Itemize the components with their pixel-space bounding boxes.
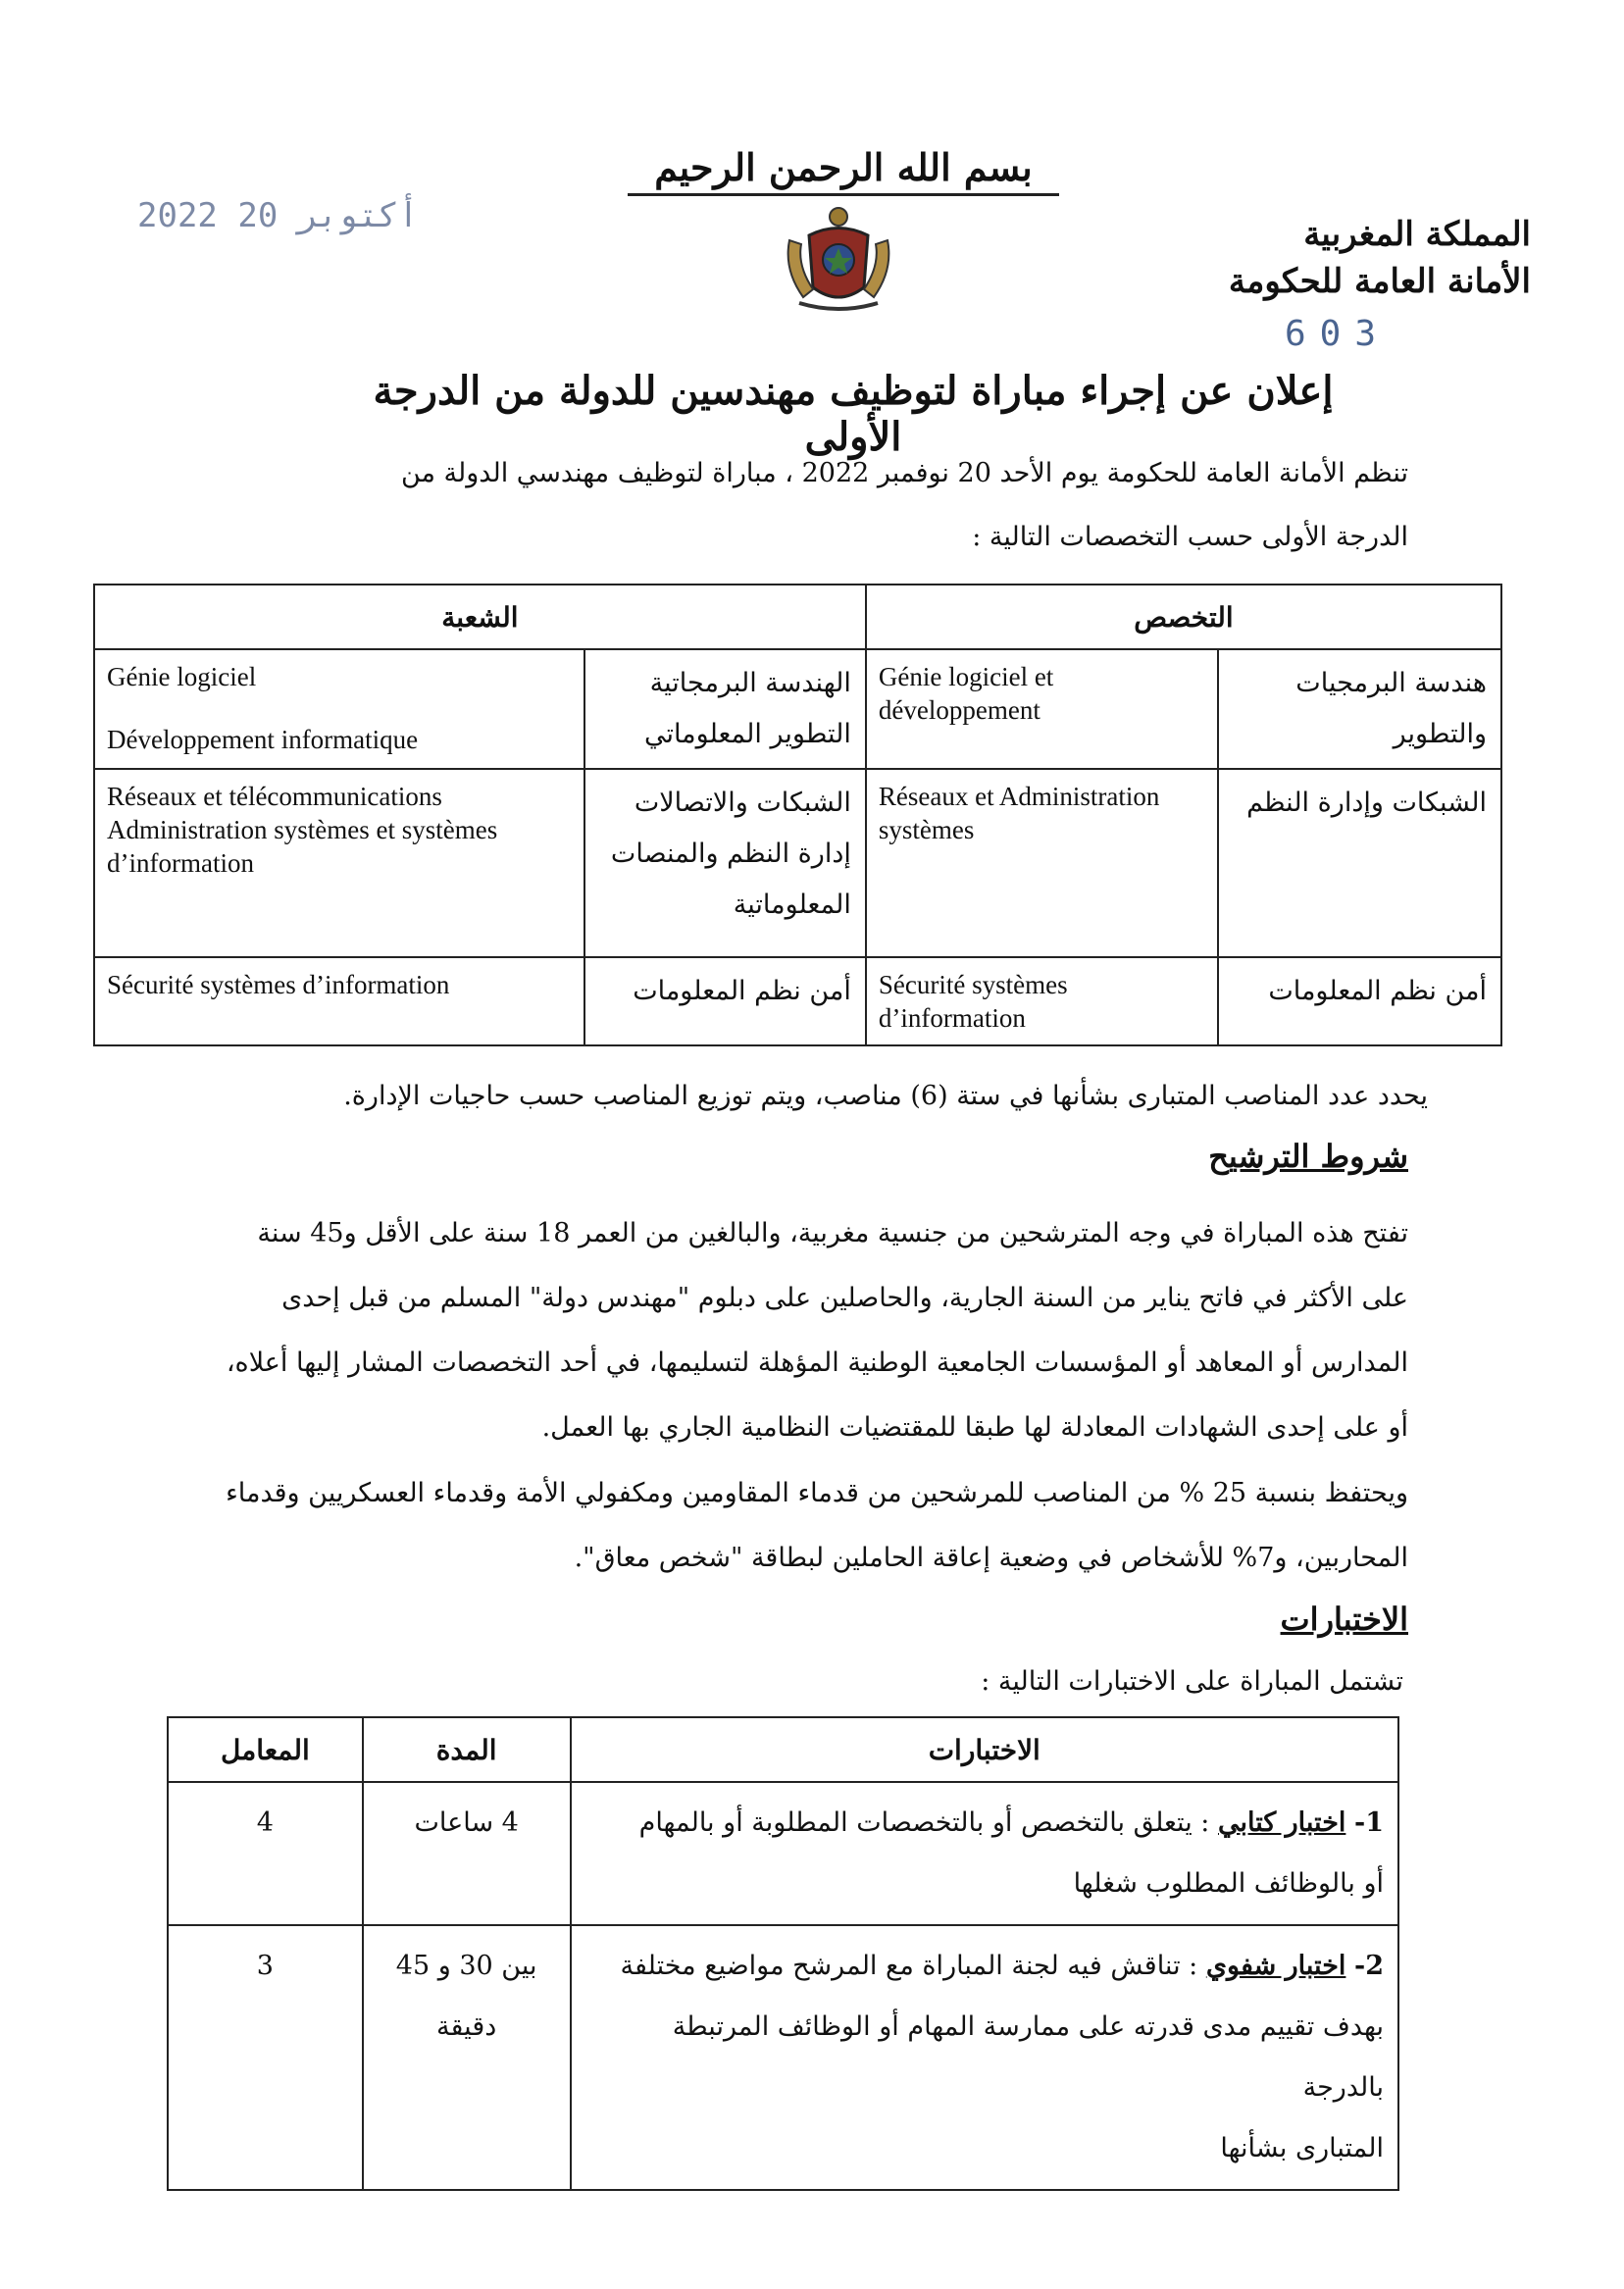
basmala: بسم الله الرحمن الرحيم (628, 145, 1059, 196)
specialty-ar: الشبكات وإدارة النظم (1218, 769, 1501, 957)
branch-fr: Génie logiciel (107, 662, 257, 691)
text-line: المدارس أو المعاهد أو المؤسسات الجامعية الوطنية المؤهلة لتسليمها، في أحد التخصصات المشار إليها أعلاه، (226, 1348, 1408, 1378)
tests-table (167, 1716, 1399, 2191)
test-description (571, 1782, 1398, 1925)
tests-intro: تشتمل المباراة على الاختبارات التالية : (981, 1666, 1403, 1697)
test-name: اختبار شفوي (1205, 1951, 1346, 1981)
branch-ar-cell (584, 649, 866, 769)
test-duration: بين 30 و 45 (395, 1951, 537, 1981)
branch-ar: الشبكات والاتصالات (634, 788, 851, 818)
test-desc: المتبارى بشأنها (1220, 2133, 1384, 2163)
specialty-ar: أمن نظم المعلومات (1218, 957, 1501, 1045)
branch-fr: Réseaux et télécommunications (107, 782, 442, 811)
test-coefficient: 3 (168, 1925, 363, 2190)
conditions-paragraph-1 (192, 1201, 1408, 1460)
reference-number: 603 (1285, 314, 1391, 354)
test-duration: 4 ساعات (363, 1782, 571, 1925)
conditions-heading: شروط الترشيح (1208, 1138, 1408, 1175)
header-branch: الشعبة (94, 585, 866, 649)
text-line: أو على إحدى الشهادات المعادلة لها طبقا للمقتضيات النظامية الجاري بها العمل. (541, 1412, 1408, 1443)
test-coefficient: 4 (168, 1782, 363, 1925)
issuer-block (1229, 211, 1531, 305)
branch-ar: التطوير المعلوماتي (643, 719, 851, 749)
positions-note: يحدد عدد المناصب المتبارى بشأنها في ستة (6) مناصب، ويتم توزيع المناصب حسب حاجيات الإدارة. (343, 1081, 1428, 1111)
specialty-fr: Réseaux et Administration systèmes (866, 769, 1219, 957)
test-desc: : يتعلق بالتخصص أو بالتخصصات المطلوبة أو بالمهام (638, 1807, 1210, 1838)
branch-ar: إدارة النظم والمنصات المعلوماتية (610, 839, 851, 920)
tests-heading: الاختبارات (1280, 1601, 1408, 1638)
header-duration: المدة (363, 1717, 571, 1782)
specialty-fr: Génie logiciel et développement (866, 649, 1219, 769)
kingdom-name: المملكة المغربية (1303, 215, 1531, 254)
branch-ar-cell (584, 769, 866, 957)
text-line: المحاربين، و7% للأشخاص في وضعية إعاقة الحاملين لبطاقة "شخص معاق". (574, 1543, 1408, 1573)
table-row (168, 1925, 1398, 2190)
specialty-fr: Sécurité systèmes d’information (866, 957, 1219, 1045)
secretariat-name: الأمانة العامة للحكومة (1228, 262, 1531, 301)
specialties-table (93, 584, 1502, 1046)
page-title: إعلان عن إجراء مباراة لتوظيف مهندسين للدولة من الدرجة الأولى (373, 368, 1334, 460)
table-row (94, 769, 1501, 957)
intro-line-2: الدرجة الأولى حسب التخصصات التالية : (972, 522, 1408, 552)
date-stamp: 2022 أكتوبر 20 (137, 196, 419, 235)
table-row (94, 649, 1501, 769)
test-duration-cell (363, 1925, 571, 2190)
text-line: على الأكثر في فاتح يناير من السنة الجارية، والحاصلين على دبلوم "مهندس دولة" المسلم من قبل إحدى (281, 1283, 1408, 1313)
branch-ar: الهندسة البرمجاتية (649, 668, 851, 698)
test-number: 2- (1353, 1951, 1384, 1981)
branch-fr: Administration systèmes et systèmes d’information (107, 815, 498, 878)
branch-fr: Développement informatique (107, 725, 419, 754)
royal-emblem-icon (780, 201, 897, 314)
text-line: ويحتفظ بنسبة 25 % من المناصب للمرشحين من قدماء المقاومين ومكفولي الأمة وقدماء العسكريين وقدماء (226, 1478, 1408, 1508)
test-duration-unit: دقيقة (436, 2011, 497, 2042)
branch-ar: أمن نظم المعلومات (584, 957, 866, 1045)
intro-line-1: تنظم الأمانة العامة للحكومة يوم الأحد 20 نوفمبر 2022 ، مباراة لتوظيف مهندسي الدولة من (400, 458, 1408, 488)
branch-fr: Sécurité systèmes d’information (94, 957, 584, 1045)
text-line: تفتح هذه المباراة في وجه المترشحين من جنسية مغربية، والبالغين من العمر 18 سنة على الأقل و45 سنة (257, 1218, 1408, 1248)
test-description (571, 1925, 1398, 2190)
conditions-paragraph-2 (192, 1461, 1408, 1591)
table-row (168, 1782, 1398, 1925)
test-name: اختبار كتابي (1217, 1807, 1346, 1838)
test-desc: : تناقش فيه لجنة المباراة مع المرشح مواضيع مختلفة (620, 1951, 1198, 1981)
branch-fr-cell (94, 769, 584, 957)
test-desc: بهدف تقييم مدى قدرته على ممارسة المهام أو الوظائف المرتبطة بالدرجة (672, 2011, 1384, 2103)
header-specialty: التخصص (866, 585, 1501, 649)
table-header-row (168, 1717, 1398, 1782)
header-tests: الاختبارات (571, 1717, 1398, 1782)
specialty-ar: هندسة البرمجيات والتطوير (1218, 649, 1501, 769)
branch-fr-cell (94, 649, 584, 769)
test-desc: أو بالوظائف المطلوب شغلها (1073, 1868, 1384, 1899)
table-header-row (94, 585, 1501, 649)
test-number: 1- (1353, 1807, 1384, 1838)
header-coefficient: المعامل (168, 1717, 363, 1782)
table-row (94, 957, 1501, 1045)
